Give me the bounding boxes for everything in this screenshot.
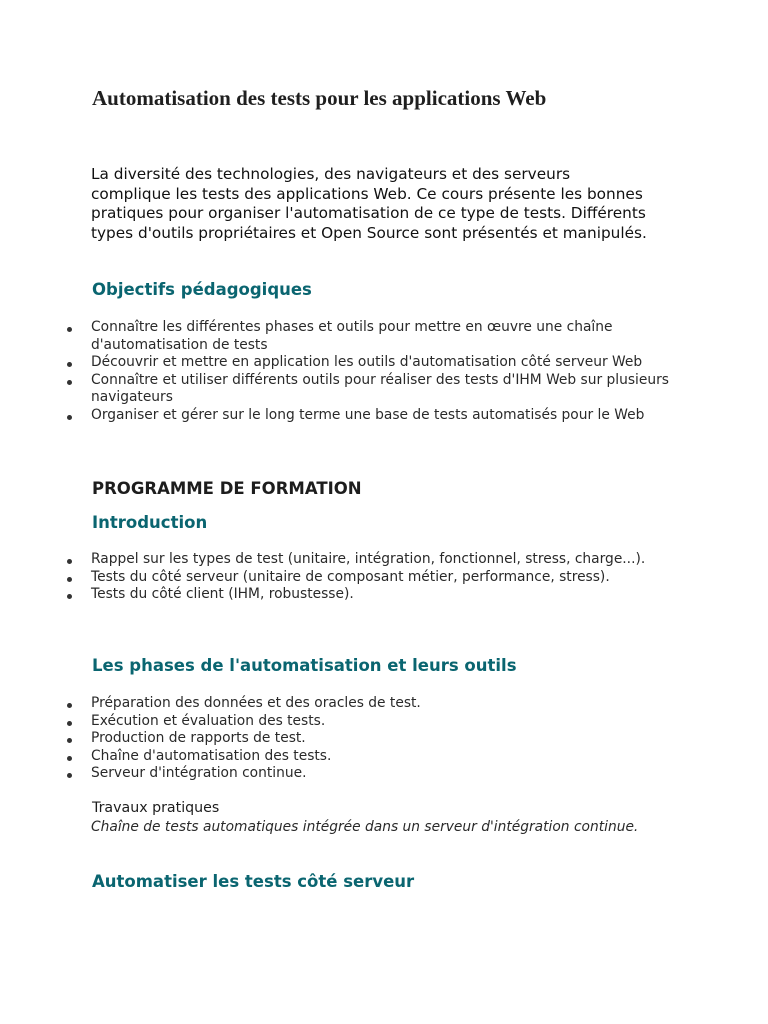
list-item [62, 713, 681, 731]
list-item [62, 586, 681, 604]
bullet-icon [67, 738, 72, 743]
intro-paragraph: La diversité des technologies, des navigateurs et des serveurs complique les tests des applications Web. Ce cours présente les bonnes pratiques pour organiser l'automatisation de ce type de tests. Différents types d'outils propriétaires et Open Source sont présentés et manipulés. [91, 165, 647, 242]
list-item [62, 551, 681, 569]
list-item-text: Rappel sur les types de test (unitaire, intégration, fonctionnel, stress, charge...). [91, 551, 646, 567]
travaux-pratiques-text: Chaîne de tests automatiques intégrée dans un serveur d'intégration continue. [91, 819, 639, 835]
list-item [62, 730, 681, 748]
list-item-text: Connaître et utiliser différents outils pour réaliser des tests d'IHM Web sur plusieurs navigateurs [91, 371, 669, 406]
serveur-heading: Automatiser les tests côté serveur [92, 872, 415, 891]
bullet-icon [67, 559, 72, 564]
list-item [62, 372, 681, 407]
list-item [62, 748, 681, 766]
bullet-icon [67, 703, 72, 708]
list-item [62, 695, 681, 713]
travaux-pratiques-label: Travaux pratiques [92, 800, 220, 816]
introduction-list [62, 551, 681, 604]
bullet-icon [67, 721, 72, 726]
bullet-icon [67, 577, 72, 582]
phases-heading: Les phases de l'automatisation et leurs outils [92, 656, 517, 675]
list-item-text: Tests du côté client (IHM, robustesse). [91, 586, 354, 603]
bullet-icon [67, 594, 72, 599]
list-item-text: Connaître les différentes phases et outils pour mettre en œuvre une chaîne d'automatisation de tests [91, 319, 613, 353]
bullet-icon [67, 362, 72, 367]
list-item-text: Organiser et gérer sur le long terme une base de tests automatisés pour le Web [91, 406, 645, 423]
list-item-text: Production de rapports de test. [91, 730, 306, 747]
list-item-text: Exécution et évaluation des tests. [91, 712, 326, 729]
bullet-icon [67, 415, 72, 420]
list-item-text: Tests du côté serveur (unitaire de composant métier, performance, stress). [91, 568, 610, 585]
bullet-icon [67, 773, 72, 778]
list-item-text: Préparation des données et des oracles de test. [91, 695, 421, 711]
list-item [62, 765, 681, 783]
bullet-icon [67, 327, 72, 332]
list-item-text: Chaîne d'automatisation des tests. [91, 747, 332, 764]
list-item [62, 569, 681, 587]
list-item-text: Serveur d'intégration continue. [91, 765, 307, 782]
bullet-icon [67, 756, 72, 761]
programme-heading: PROGRAMME DE FORMATION [92, 479, 362, 498]
list-item [62, 319, 681, 354]
phases-list [62, 695, 681, 783]
list-item [62, 354, 681, 372]
objectifs-list [62, 319, 681, 425]
document-title: Automatisation des tests pour les applications Web [92, 86, 547, 110]
objectifs-heading: Objectifs pédagogiques [92, 280, 312, 299]
list-item-text: Découvrir et mettre en application les outils d'automatisation côté serveur Web [91, 354, 643, 371]
introduction-heading: Introduction [92, 513, 208, 532]
bullet-icon [67, 380, 72, 385]
list-item [62, 407, 681, 425]
